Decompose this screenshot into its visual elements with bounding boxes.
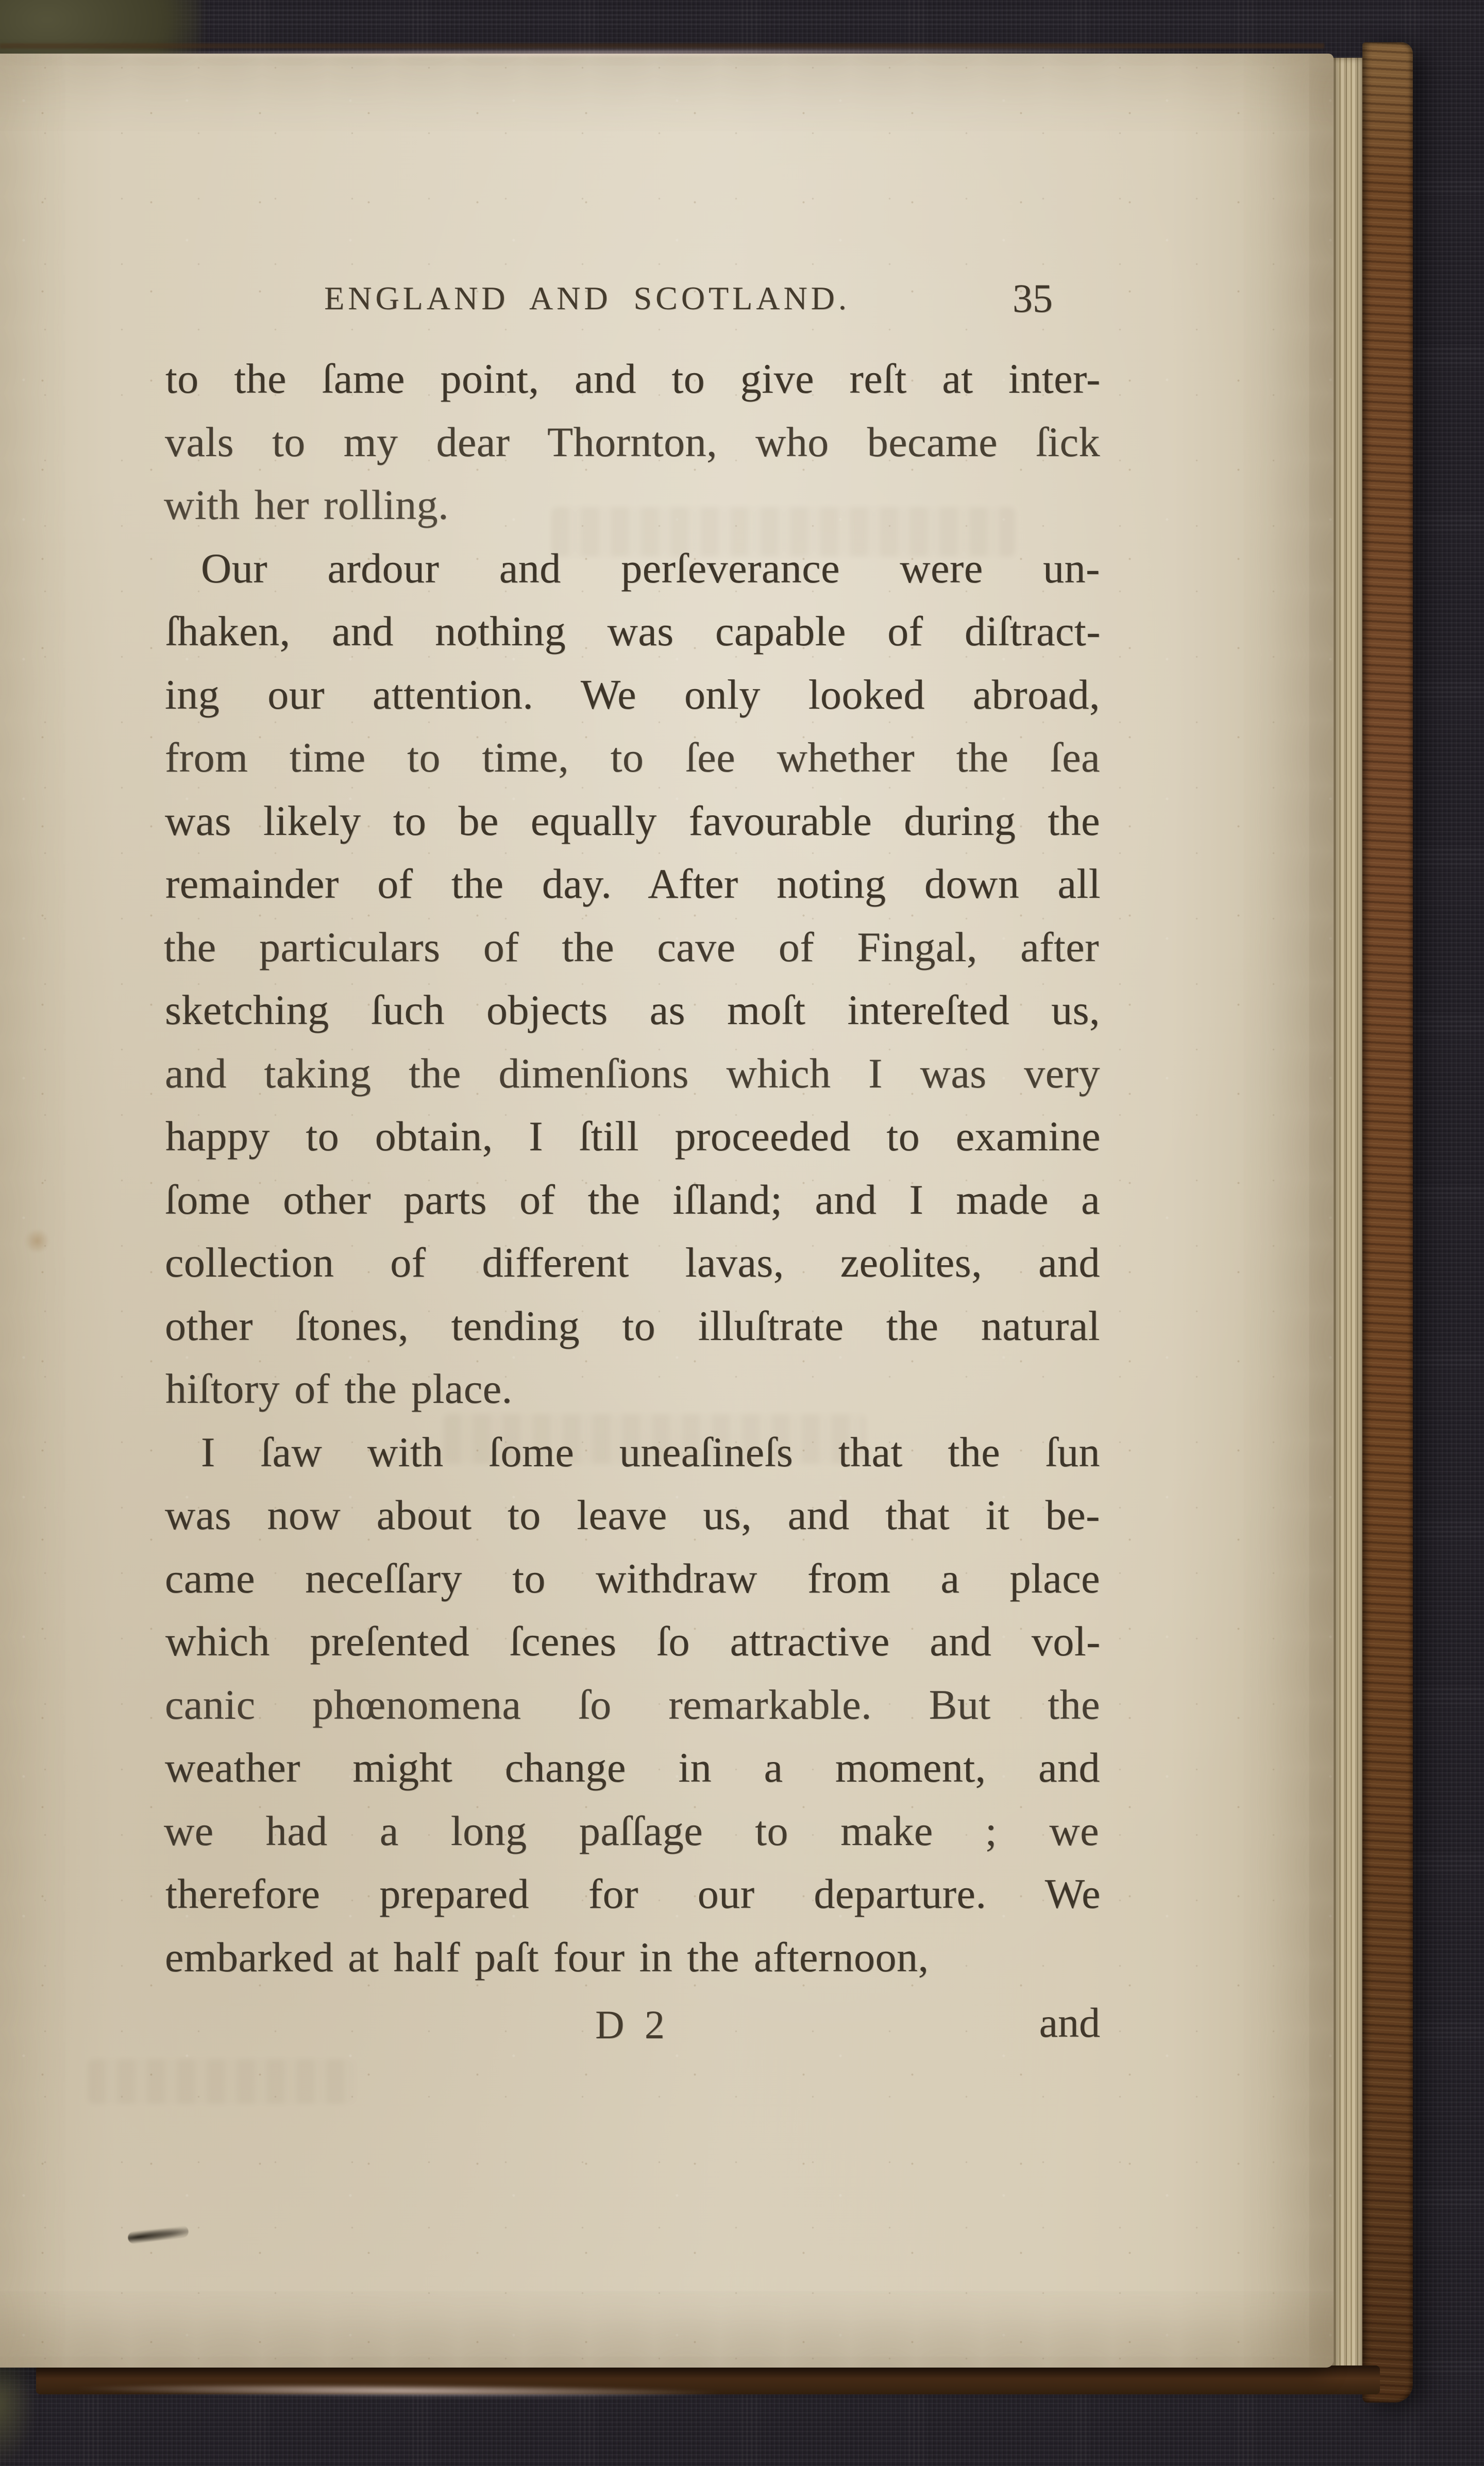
text-line: other ſtones, tending to illuſtrate the natural [165, 1302, 1100, 1349]
text-line: I ſaw with ſome uneaſineſs that the ſun [201, 1428, 1100, 1475]
body-text-block [165, 347, 1100, 1989]
text-line: to the ſame point, and to give reſt at inter- [165, 355, 1101, 402]
page-footer [165, 1999, 1100, 2066]
signature-mark: D 2 [595, 2002, 670, 2047]
text-line: with her rolling. [164, 481, 449, 528]
text-line: Our ardour and perſeverance were un- [201, 544, 1100, 592]
text-line: canic phœnomena ſo remarkable. But the [165, 1681, 1100, 1728]
text-line: ſome other parts of the iſland; and I made a [165, 1176, 1100, 1223]
text-line: was now about to leave us, and that it be- [165, 1491, 1100, 1538]
text-line: ing our attention. We only looked abroad, [165, 670, 1100, 718]
running-header-title: ENGLAND AND SCOTLAND. [324, 280, 850, 316]
text-line: was likely to be equally favourable during the [165, 797, 1100, 844]
text-line: ſhaken, and nothing was capable of diſtract- [165, 608, 1101, 655]
text-line: happy to obtain, I ſtill proceeded to examine [165, 1113, 1101, 1160]
text-line: hiſtory of the place. [165, 1365, 513, 1412]
book-page [0, 54, 1334, 2368]
text-line: collection of different lavas, zeolites, and [165, 1239, 1100, 1286]
book-board-bottom-edge [36, 2366, 1380, 2394]
text-line: weather might change in a moment, and [165, 1744, 1100, 1791]
ink-smudge [127, 2225, 189, 2244]
text-line: sketching ſuch objects as moſt intereſted us, [165, 986, 1100, 1033]
text-line: which preſented ſcenes ſo attractive and vol- [165, 1618, 1101, 1665]
text-line: remainder of the day. After noting down all [165, 860, 1101, 907]
page-number: 35 [1013, 276, 1053, 321]
text-line: from time to time, to ſee whether the ſea [165, 734, 1100, 781]
book-fore-edge-leaves [1329, 58, 1365, 2376]
text-line: came neceſſary to withdraw from a place [165, 1554, 1100, 1602]
catchword: and [1039, 1999, 1100, 2046]
paper-stain [24, 1230, 50, 1252]
running-header [165, 276, 1100, 336]
text-line: embarked at half paſt four in the afternoon, [165, 1933, 929, 1981]
text-line: and taking the dimenſions which I was very [165, 1049, 1100, 1097]
text-line: the particulars of the cave of Fingal, after [164, 923, 1099, 970]
verso-show-through-smudge [88, 2059, 356, 2104]
text-line: we had a long paſſage to make ; we [164, 1807, 1099, 1854]
book-board-top-edge [0, 43, 1324, 48]
book-leather-cover-edge [1362, 42, 1413, 2403]
text-line: vals to my dear Thornton, who became ſick [165, 418, 1100, 465]
text-line: therefore prepared for our departure. We [165, 1870, 1101, 1917]
